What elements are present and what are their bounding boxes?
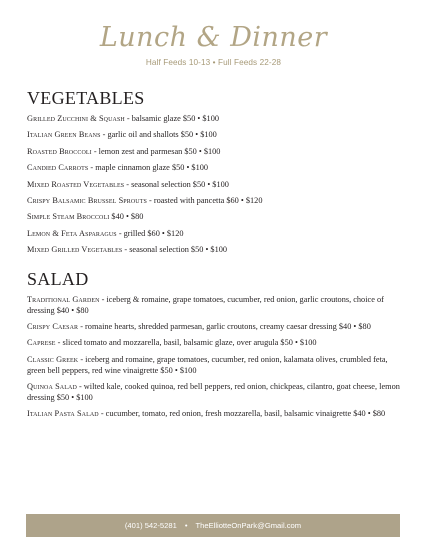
menu-item xyxy=(27,212,405,223)
page-title: Lunch & Dinner xyxy=(99,22,328,53)
menu-item-name: Classic Greek xyxy=(27,354,79,364)
menu-item xyxy=(27,180,405,191)
menu-item xyxy=(27,295,405,316)
menu-item-details: - lemon zest and parmesan $50 • $100 xyxy=(91,146,221,156)
menu-item xyxy=(27,245,405,256)
menu-header xyxy=(0,18,427,67)
vegetables-section xyxy=(27,88,405,262)
menu-item-name: Lemon & Feta Asparagus xyxy=(27,228,117,238)
phone-number: (401) 542-5281 xyxy=(124,521,177,530)
menu-item-name: Quinoa Salad xyxy=(27,381,77,391)
menu-item-details: - seasonal selection $50 • $100 xyxy=(122,245,228,255)
menu-item-details: $40 • $80 xyxy=(109,212,144,222)
menu-item xyxy=(27,163,405,174)
menu-item-name: Italian Green Beans xyxy=(27,130,101,140)
menu-item-details: - balsamic glaze $50 • $100 xyxy=(124,114,220,123)
menu-item xyxy=(27,196,405,207)
menu-item-details: - seasonal selection $50 • $100 xyxy=(124,179,229,189)
menu-item-name: Grilled Zucchini & Squash xyxy=(27,114,125,123)
menu-item-details: - wilted kale, cooked quinoa, red bell peppers, red onion, chickpeas, cilantro, goat cheese, lemon dressing $50 • $100 xyxy=(27,381,400,402)
menu-item-name: Roasted Broccoli xyxy=(27,146,92,156)
menu-item-name: Italian Pasta Salad xyxy=(27,409,99,419)
section-title-vegetables: VEGETABLES xyxy=(27,88,145,108)
menu-item-details: - sliced tomato and mozzarella, basil, balsamic glaze, over arugula $50 • $100 xyxy=(55,338,317,348)
menu-item-details: - iceberg & romaine, grape tomatoes, cucumber, red onion, garlic croutons, choice of dressing $40 • $80 xyxy=(27,295,384,315)
menu-item-name: Caprese xyxy=(27,338,56,348)
section-title-salad: SALAD xyxy=(27,269,89,289)
menu-item-details: - cucumber, tomato, red onion, fresh mozzarella, basil, balsamic vinaigrette $40 • $80 xyxy=(98,409,386,419)
menu-item-details: - maple cinnamon glaze $50 • $100 xyxy=(88,163,209,173)
menu-item xyxy=(27,322,405,333)
salad-section xyxy=(27,269,405,425)
menu-item-name: Crispy Caesar xyxy=(27,322,79,332)
menu-item-name: Crispy Balsamic Brussel Sprouts xyxy=(27,195,147,205)
menu-item-name: Mixed Grilled Vegetables xyxy=(27,245,123,255)
vegetables-list xyxy=(27,114,405,256)
menu-item-details: - iceberg and romaine, grape tomatoes, cucumber, red onion, kalamata olives, crumbled feta, green bell peppers, red wine vinaigrette $50 • $100 xyxy=(27,354,388,375)
menu-item-name: Simple Steam Broccoli xyxy=(27,212,110,222)
menu-item xyxy=(27,114,405,125)
menu-item xyxy=(27,382,405,403)
email-address: TheElliotteOnPark@Gmail.com xyxy=(195,521,302,530)
menu-item-name: Traditional Garden xyxy=(27,295,100,304)
menu-item-details: - garlic oil and shallots $50 • $100 xyxy=(100,130,217,140)
menu-item xyxy=(27,409,405,420)
menu-item xyxy=(27,355,405,376)
serving-sizes-subtitle: Half Feeds 10-13 • Full Feeds 22-28 xyxy=(145,58,282,67)
menu-item-details: - romaine hearts, shredded parmesan, garlic croutons, creamy caesar dressing $40 • $80 xyxy=(78,322,371,332)
footer-separator: • xyxy=(184,521,188,530)
menu-item-name: Mixed Roasted Vegetables xyxy=(27,179,125,189)
menu-item-details: - roasted with pancetta $60 • $120 xyxy=(146,195,263,205)
menu-item-details: - grilled $60 • $120 xyxy=(116,228,184,238)
menu-item xyxy=(27,229,405,240)
menu-item-name: Candied Carrots xyxy=(27,163,89,173)
salad-list xyxy=(27,295,405,420)
menu-item xyxy=(27,338,405,349)
menu-item xyxy=(27,147,405,158)
menu-item xyxy=(27,130,405,141)
contact-footer xyxy=(26,514,400,537)
